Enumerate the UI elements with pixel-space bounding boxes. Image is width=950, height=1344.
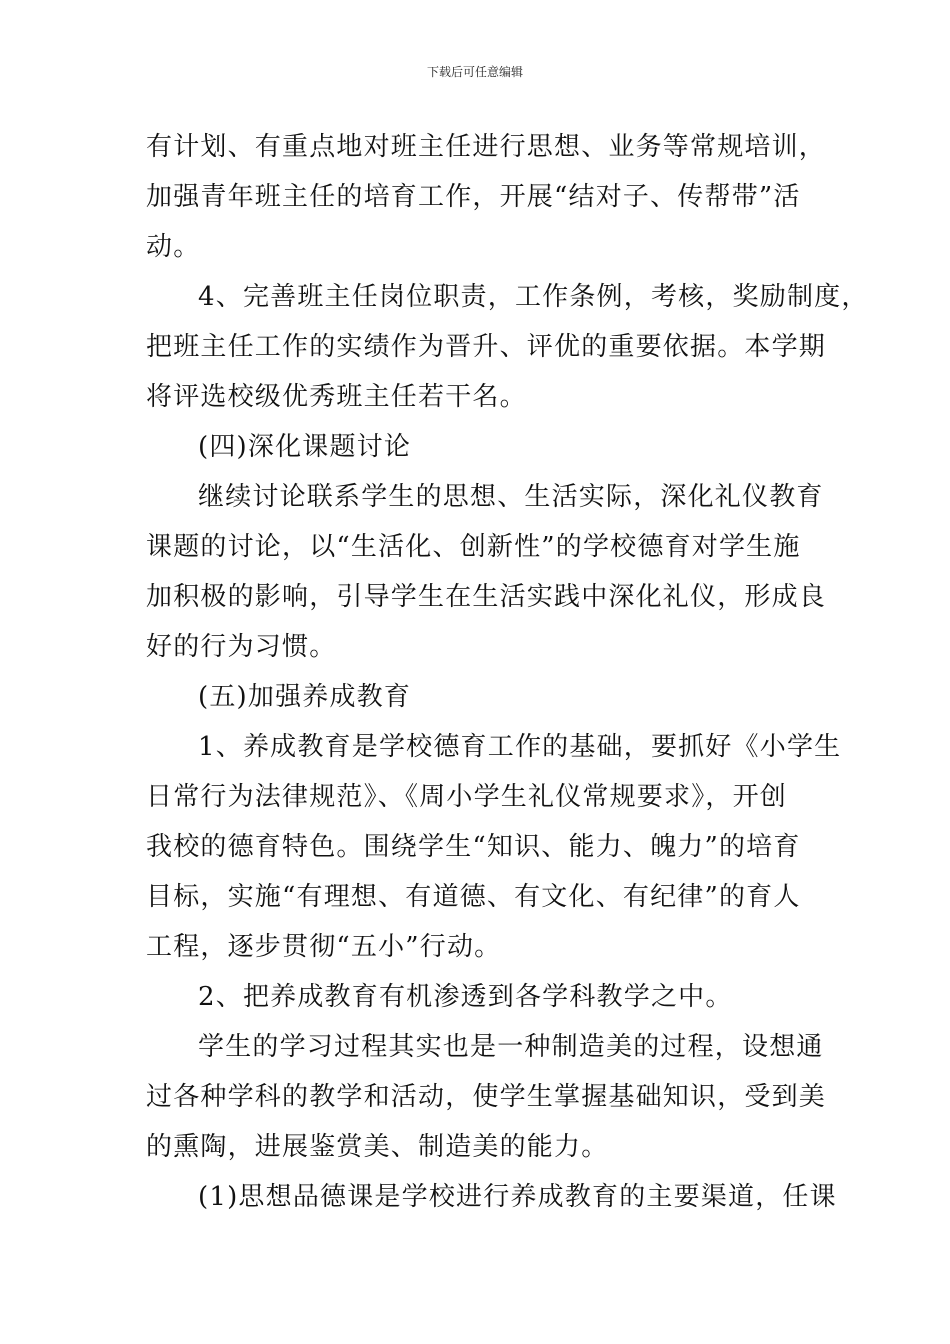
- text-line: (1)思想品德课是学校进行养成教育的主要渠道，任课: [198, 1182, 837, 1212]
- text-line: 动。: [146, 232, 201, 262]
- paragraph: [146, 122, 826, 272]
- document-body: [146, 122, 869, 1222]
- text-line: 我校的德育特色。围绕学生“知识、能力、魄力”的培育: [146, 832, 801, 862]
- paragraph: [146, 672, 826, 722]
- paragraph: [146, 722, 842, 972]
- text-line: 日常行为法律规范》、《周小学生礼仪常规要求》，开创: [146, 782, 788, 812]
- paragraph: [146, 972, 826, 1022]
- paragraph: [146, 1172, 837, 1222]
- text-line: 1、养成教育是学校德育工作的基础，要抓好《小学生: [198, 732, 842, 762]
- text-line: 课题的讨论，以“生活化、创新性”的学校德育对学生施: [146, 532, 801, 562]
- text-line: 继续讨论联系学生的思想、生活实际，深化礼仪教育: [198, 482, 824, 512]
- page-header: [0, 64, 950, 80]
- header-text: 下载后可任意编辑: [426, 65, 523, 79]
- text-line: 工程，逐步贯彻“五小”行动。: [146, 932, 502, 962]
- paragraph: [146, 1022, 826, 1172]
- text-line: 有计划、有重点地对班主任进行思想、业务等常规培训，: [146, 132, 827, 162]
- text-line: 4、完善班主任岗位职责，工作条例，考核，奖励制度，: [198, 282, 869, 312]
- text-line: 目标，实施“有理想、有道德、有文化、有纪律”的育人: [146, 882, 801, 912]
- paragraph: [146, 422, 826, 472]
- text-line: 的熏陶，进展鉴赏美、制造美的能力。: [146, 1132, 609, 1162]
- text-line: (四)深化课题讨论: [198, 432, 412, 462]
- text-line: 好的行为习惯。: [146, 632, 337, 662]
- text-line: 加强青年班主任的培育工作，开展“结对子、传帮带”活: [146, 182, 801, 212]
- paragraph: [146, 472, 826, 672]
- text-line: 把班主任工作的实绩作为晋升、评优的重要依据。本学期: [146, 332, 827, 362]
- text-line: 学生的学习过程其实也是一种制造美的过程，设想通: [198, 1032, 824, 1062]
- text-line: 2、把养成教育有机渗透到各学科教学之中。: [198, 982, 733, 1012]
- text-line: 过各种学科的教学和活动，使学生掌握基础知识，受到美: [146, 1082, 827, 1112]
- text-line: 将评选校级优秀班主任若干名。: [146, 382, 527, 412]
- paragraph: [146, 272, 869, 422]
- text-line: 加积极的影响，引导学生在生活实践中深化礼仪，形成良: [146, 582, 827, 612]
- text-line: (五)加强养成教育: [198, 682, 412, 712]
